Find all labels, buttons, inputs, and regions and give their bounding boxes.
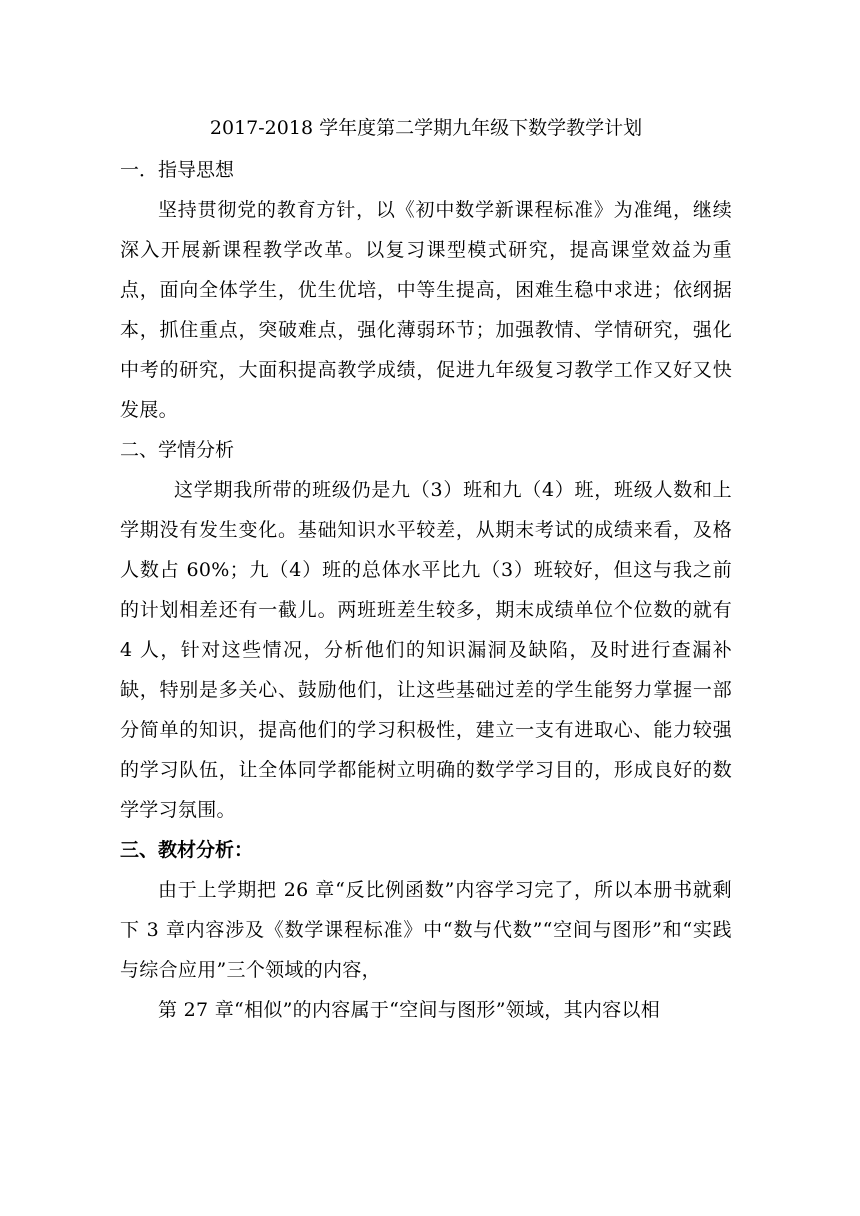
document-page: [120, 112, 732, 1030]
document-title: 2017-2018 学年度第二学期九年级下数学教学计划: [209, 117, 643, 139]
paragraph-textbook-analysis-1: 由于上学期把 26 章“反比例函数”内容学习完了，所以本册书就剩下 3 章内容涉及《数学课程标准》中“数与代数”“空间与图形”和“实践与综合应用”三个领域的内容，: [120, 879, 732, 981]
section-heading-textbook-analysis: 三、教材分析：: [120, 839, 254, 861]
section-heading-guiding-ideology: 一．指导思想: [120, 159, 235, 181]
paragraph-textbook-analysis-2: 第 27 章“相似”的内容属于“空间与图形”领域，其内容以相: [158, 999, 661, 1021]
paragraph-guiding-ideology: 坚持贯彻党的教育方针，以《初中数学新课程标准》为准绳，继续深入开展新课程教学改革。以复习课型模式研究，提高课堂效益为重点，面向全体学生，优生优培，中等生提高，困难生稳中求进；依纲据本，抓住重点，突破难点，强化薄弱环节；加强教情、学情研究，强化中考的研究，大面积提高教学成绩，促进九年级复习教学工作又好又快发展。: [120, 199, 732, 421]
section-heading-student-analysis: 二、学情分析: [120, 439, 235, 461]
paragraph-student-analysis: 这学期我所带的班级仍是九（3）班和九（4）班，班级人数和上学期没有发生变化。基础知识水平较差，从期末考试的成绩来看，及格人数占 60%；九（4）班的总体水平比九（3）班较好，但这与我之前的计划相差还有一截儿。两班班差生较多，期末成绩单位个位数的就有 4 人，针对这些情况，分析他们的知识漏洞及缺陷，及时进行查漏补缺，特别是多关心、鼓励他们，让这些基础过差的学生能努力掌握一部分简单的知识，提高他们的学习积极性，建立一支有进取心、能力较强的学习队伍，让全体同学都能树立明确的数学学习目的，形成良好的数学学习氛围。: [120, 479, 732, 821]
